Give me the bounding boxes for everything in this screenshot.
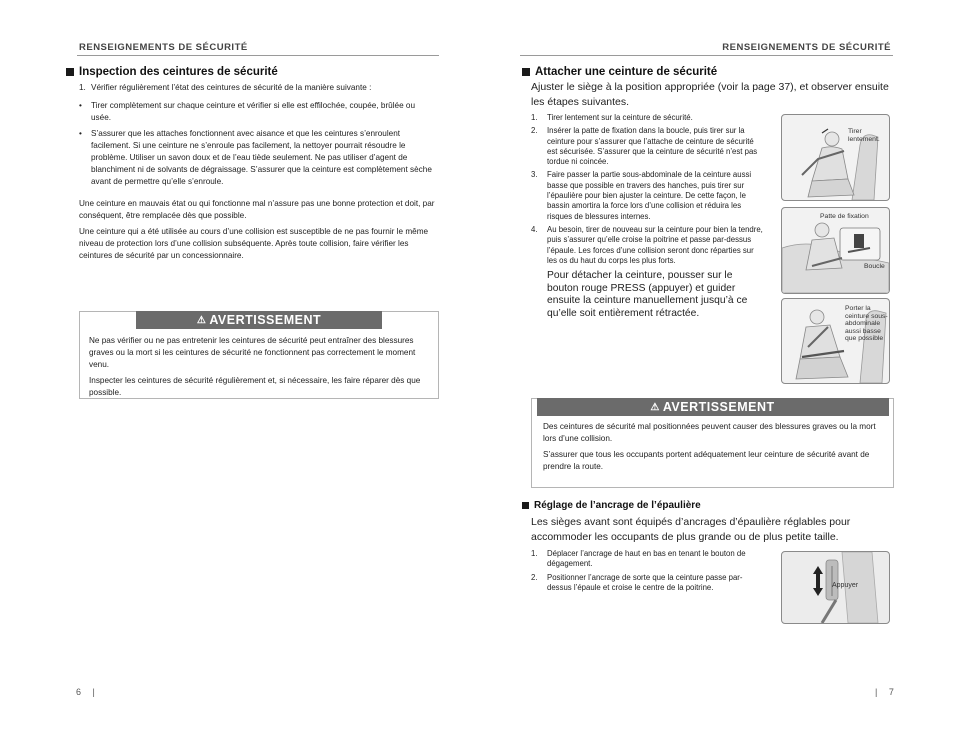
intro-number: 1. (79, 83, 86, 92)
list-item (79, 100, 435, 124)
list-item (531, 126, 763, 167)
page-number-text: 6 (76, 687, 82, 697)
warning-line: S’assurer que tous les occupants portent adéquatement leur ceinture de sécurité avant de prendre la route. (543, 450, 870, 471)
bullet-text: Tirer complètement sur chaque ceinture et vérifier si elle est effilochée, coupée, brûlée ou usée. (91, 101, 416, 122)
step-number: 1. (531, 113, 538, 122)
step-text: Insérer la patte de fixation dans la boucle, puis tirer sur la ceinture pour s’assurer que l’attache de ceinture de sécurité est sécurisée. S’assurer que la ceinture de sécurité n’est pas tordue ni coincée. (547, 126, 758, 167)
right-header-rule (520, 55, 893, 56)
right-warning-box (531, 398, 894, 488)
warning-line: Inspecter les ceintures de sécurité régulièrement et, si nécessaire, les faire réparer dès que possible. (89, 376, 421, 397)
section-square-icon (522, 502, 529, 509)
attach-steps (531, 113, 763, 320)
figure-label: Appuyer (832, 582, 859, 589)
paragraph: Une ceinture qui a été utilisée au cours d’une collision est susceptible de ne pas fournir le même niveau de protection lors d’une collision subséquente. Après toute collision, faire vérifier les ceintures de sécurité par un concessionnaire. (79, 227, 429, 260)
step-text: Au besoin, tirer de nouveau sur la ceinture pour bien la tendre, puis s’assurer qu’elle croise la poitrine et passe par-dessus l’épaule. Les forces d’une collision seront donc réparties sur les os du haut du corps les plus forts. (547, 224, 763, 265)
figure-label-top: Patte de fixation (820, 213, 869, 220)
right-page-number (875, 687, 894, 697)
warning-line: Ne pas vérifier ou ne pas entretenir les ceintures de sécurité peut entraîner des blessures graves ou la mort si les ceintures de sécurité ne fonctionnent pas correctement le moment venu. (89, 336, 416, 369)
inspection-title-text: Inspection des ceintures de sécurité (79, 66, 278, 78)
right-page-header: RENSEIGNEMENTS DE SÉCURITÉ (722, 42, 891, 53)
warning-triangle-icon: ⚠ (196, 314, 207, 326)
step-number: 2. (531, 572, 538, 582)
release-instructions: Pour détacher la ceinture, pousser sur le bouton rouge PRESS (appuyer) et guider ensuite la ceinture manuellement jusqu’à ce qu’elle soit entièrement rétractée. (547, 270, 748, 319)
inspection-intro (79, 82, 435, 94)
attach-title-text: Attacher une ceinture de sécurité (535, 66, 718, 78)
step-text: Faire passer la partie sous-abdominale de la ceinture aussi basse que possible en travers des hanches, puis tirer sur l’épaulière pour bien ajuster la ceinture. De cette façon, le bassin amortira la force lors d’une collision et réduira les risques de blessures internes. (547, 170, 752, 221)
warning-text (89, 335, 425, 399)
warning-header (537, 398, 889, 416)
step-number: 4. (531, 224, 538, 234)
inspection-bullets (79, 100, 435, 188)
step-text: Tirer lentement sur la ceinture de sécurité. (547, 113, 693, 122)
section-square-icon (522, 68, 530, 76)
list-item (79, 128, 435, 188)
anchor-lead: Les sièges avant sont équipés d’ancrages d’épaulière réglables pour accommoder les occupants de plus grande ou de plus petite taille. (531, 516, 851, 543)
paragraph: Une ceinture en mauvais état ou qui fonctionne mal n’assure pas une bonne protection et doit, par conséquent, être remplacée dès que possible. (79, 199, 435, 220)
page-separator: | (92, 687, 95, 697)
inspection-body (79, 82, 435, 262)
figure-anchor-adjust (781, 551, 890, 624)
bullet-text: S’assurer que les attaches fonctionnent avec aisance et que les ceintures s’enroulent facilement. Si une ceinture ne s’enroule pas facilement, la nettoyer pourrait résoudre le problème. Utiliser un savon doux et de l’eau tiède seulement. Ne pas utiliser d’agent de blanchiment ni de solvants de dégraissage. S’assurer que la ceinture est complètement sèche avant de permettre qu’elle s’enroule. (91, 129, 432, 186)
anchor-title-text: Réglage de l’ancrage de l’épaulière (534, 500, 701, 511)
anchor-section-title (522, 500, 701, 511)
list-item (531, 113, 763, 123)
attach-section-title (522, 66, 717, 78)
attach-lead: Ajuster le siège à la position appropriée (voir la page 37), et observer ensuite les étapes suivantes. (531, 81, 889, 108)
anchor-steps (531, 549, 763, 596)
list-item (531, 225, 763, 266)
step-text: Déplacer l’ancrage de haut en bas en tenant le bouton de dégagement. (547, 549, 746, 569)
bullet-dot: • (79, 129, 82, 138)
step-number: 3. (531, 170, 538, 180)
page-number-text: 7 (888, 687, 894, 697)
warning-line: Des ceintures de sécurité mal positionnées peuvent causer des blessures graves ou la mort lors d’une collision. (543, 422, 876, 443)
buckle-illustration (782, 208, 889, 293)
bullet-dot: • (79, 101, 82, 110)
step-text: Positionner l’ancrage de sorte que la ceinture passe par-dessus l’épaule et croise le centre de la poitrine. (547, 572, 743, 592)
warning-triangle-icon: ⚠ (650, 401, 660, 413)
figure-pull-belt (781, 114, 890, 201)
step-number: 1. (531, 549, 538, 558)
list-item (531, 170, 763, 221)
left-header-rule (77, 55, 439, 56)
list-item (531, 549, 763, 570)
left-page-number (76, 687, 95, 697)
section-square-icon (66, 68, 74, 76)
list-item (531, 573, 763, 594)
intro-text: Vérifier régulièrement l’état des ceintures de sécurité de la manière suivante : (91, 83, 372, 92)
warning-header (136, 311, 382, 329)
inspection-section-title (66, 66, 278, 78)
page-separator: | (875, 687, 878, 697)
figure-label-bottom: Boucle (864, 263, 885, 270)
figure-lap-belt (781, 298, 890, 384)
left-warning-box (79, 311, 439, 399)
left-page-header: RENSEIGNEMENTS DE SÉCURITÉ (79, 42, 248, 53)
warning-title: AVERTISSEMENT (662, 400, 775, 414)
step-number: 2. (531, 126, 538, 136)
figure-label: Porter la ceinture sous-abdominale aussi basse que possible (845, 305, 888, 342)
warning-title: AVERTISSEMENT (209, 313, 322, 327)
figure-label: Tirer lentement. (848, 128, 880, 143)
figure-buckle (781, 207, 890, 294)
warning-text (543, 421, 885, 473)
